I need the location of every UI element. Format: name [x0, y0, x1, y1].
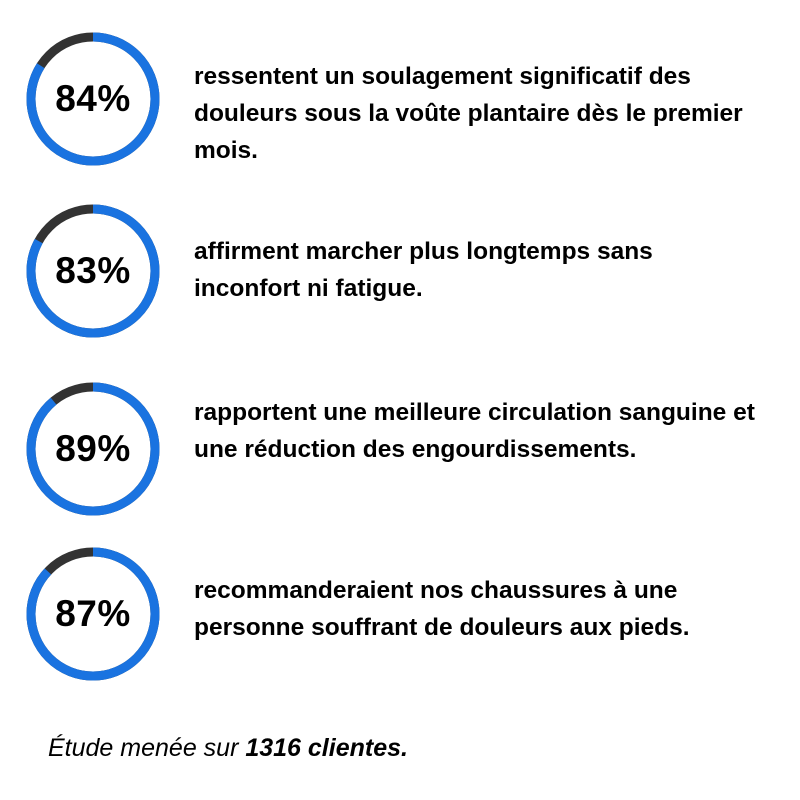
stat-item: [0, 380, 800, 520]
study-footnote: [48, 730, 408, 766]
percent-value: 87%: [55, 593, 131, 634]
stat-description: affirment marcher plus longtemps sans inconfort ni fatigue.: [194, 238, 653, 302]
stat-description: ressentent un soulagement significatif des douleurs sous la voûte plantaire dès le premier mois.: [194, 63, 743, 164]
progress-ring: [24, 545, 162, 683]
percent-value: 84%: [55, 78, 131, 119]
stat-item: [0, 545, 800, 685]
stat-description: recommanderaient nos chaussures à une personne souffrant de douleurs aux pieds.: [194, 577, 690, 641]
progress-ring: [24, 202, 162, 340]
footnote-prefix: Étude menée sur: [48, 734, 246, 762]
stat-item: [0, 30, 800, 170]
progress-ring: [24, 380, 162, 518]
progress-ring: [24, 30, 162, 168]
stat-item: [0, 202, 800, 342]
stat-description: rapportent une meilleure circulation sanguine et une réduction des engourdissements.: [194, 399, 755, 463]
percent-value: 83%: [55, 250, 131, 291]
footnote-emphasis: 1316 clientes.: [245, 734, 408, 762]
percent-value: 89%: [55, 428, 131, 469]
